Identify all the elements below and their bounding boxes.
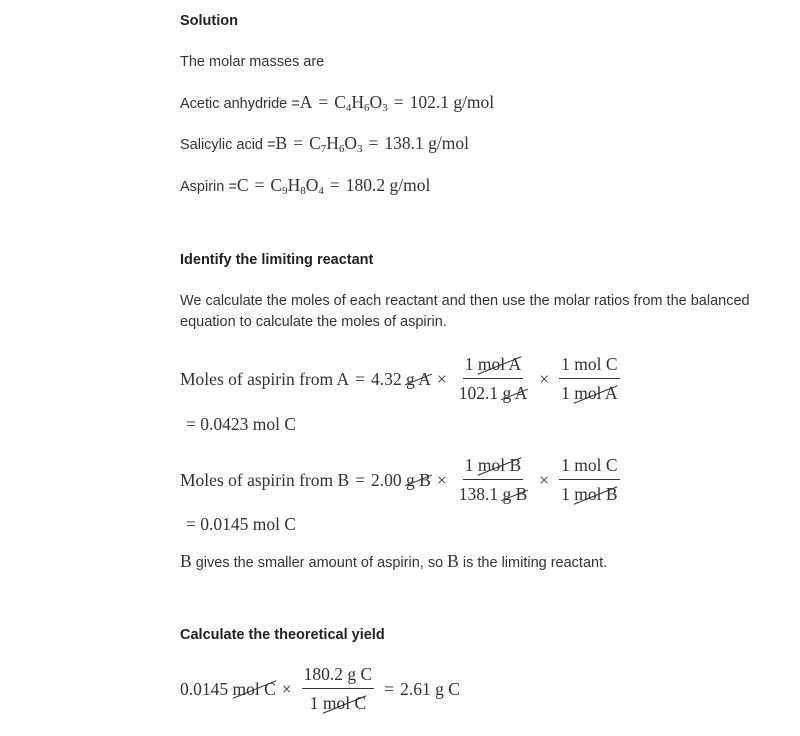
- molecular-formula: $C_7H_6O_3$: [309, 133, 363, 155]
- moles-value: 0.0145: [180, 678, 229, 699]
- equation-moles-from-a: [180, 354, 624, 404]
- equals-sign: =: [393, 92, 404, 112]
- fraction-denominator: 102.1 g A: [458, 383, 528, 403]
- molar-label: Salicylic acid =: [180, 137, 276, 153]
- equals-sign: =: [318, 92, 329, 112]
- cancelled-unit: mol C: [232, 678, 276, 699]
- equation-moles-from-b: [180, 455, 624, 505]
- fraction-denominator: 1 mol C: [309, 693, 367, 713]
- molar-mass-line-acetic-anhydride: [180, 92, 494, 113]
- fraction-numerator: 1 mol A: [463, 354, 523, 379]
- molar-value: 102.1 g/mol: [409, 92, 495, 112]
- molecular-formula: $C_4H_6O_3$: [334, 92, 388, 114]
- limiting-reactant-conclusion: [180, 551, 607, 572]
- equals-sign: =: [368, 133, 379, 153]
- mass-value: 2.00: [371, 469, 402, 490]
- molar-mass-line-aspirin: [180, 175, 430, 196]
- equals-sign: =: [254, 175, 265, 195]
- fraction-denominator: 138.1 g B: [458, 484, 528, 504]
- result-value: 0.0423 mol C: [200, 414, 297, 434]
- fraction-mole-ratio: [559, 455, 619, 505]
- reactant-symbol: B: [447, 551, 459, 571]
- fraction-mol-per-gram: [457, 455, 530, 505]
- equals-sign: =: [329, 175, 340, 195]
- fraction-molar-mass: [302, 664, 375, 714]
- molar-symbol: A: [299, 92, 313, 112]
- result-value: 2.61 g C: [400, 678, 460, 699]
- fraction-denominator: 1 mol B: [561, 484, 618, 504]
- times-sign: ×: [436, 469, 447, 490]
- molar-symbol: C: [236, 175, 249, 195]
- equals-sign: =: [186, 514, 196, 534]
- result-value: 0.0145 mol C: [200, 514, 297, 534]
- molar-value: 138.1 g/mol: [384, 133, 469, 153]
- fraction-mol-per-gram: [457, 354, 530, 404]
- times-sign: ×: [436, 368, 447, 389]
- limiting-reactant-explanation: We calculate the moles of each reactant and then use the molar ratios from the balanced equation to calculate the moles of aspirin.: [180, 293, 750, 330]
- molar-intro-text: The molar masses are: [180, 54, 325, 70]
- molecular-formula: $C_9H_8O_4$: [270, 175, 324, 197]
- times-sign: ×: [539, 469, 550, 490]
- equation-a-result: [186, 414, 296, 435]
- fraction-mole-ratio: [559, 354, 619, 404]
- fraction-numerator: 1 mol C: [559, 354, 619, 379]
- reactant-symbol: B: [180, 551, 192, 571]
- molar-mass-line-salicylic-acid: [180, 133, 469, 154]
- cancelled-unit: g A: [406, 368, 431, 389]
- molar-value: 180.2 g/mol: [345, 175, 431, 195]
- fraction-numerator: 1 mol B: [463, 455, 523, 480]
- conclusion-text: is the limiting reactant.: [458, 555, 608, 571]
- equals-sign: =: [355, 368, 366, 389]
- solution-heading: Solution: [180, 13, 238, 29]
- equals-sign: =: [384, 678, 395, 699]
- fraction-denominator: 1 mol A: [561, 383, 618, 403]
- fraction-numerator: 180.2 g C: [302, 664, 375, 689]
- equals-sign: =: [293, 133, 304, 153]
- equation-lhs: Moles of aspirin from A: [180, 368, 350, 389]
- mass-value: 4.32: [371, 368, 402, 389]
- conclusion-text: gives the smaller amount of aspirin, so: [191, 555, 448, 571]
- fraction-numerator: 1 mol C: [559, 455, 619, 480]
- cancelled-unit: g B: [406, 469, 431, 490]
- times-sign: ×: [539, 368, 550, 389]
- equals-sign: =: [186, 414, 196, 434]
- equals-sign: =: [355, 469, 366, 490]
- equation-theoretical-yield: [180, 664, 460, 714]
- theoretical-yield-heading: Calculate the theoretical yield: [180, 627, 385, 643]
- equation-lhs: Moles of aspirin from B: [180, 469, 350, 490]
- equation-b-result: [186, 514, 296, 535]
- limiting-reactant-heading: Identify the limiting reactant: [180, 252, 374, 268]
- molar-label: Acetic anhydride =: [180, 96, 300, 112]
- times-sign: ×: [281, 678, 292, 699]
- molar-symbol: B: [275, 133, 288, 153]
- molar-label: Aspirin =: [180, 179, 237, 195]
